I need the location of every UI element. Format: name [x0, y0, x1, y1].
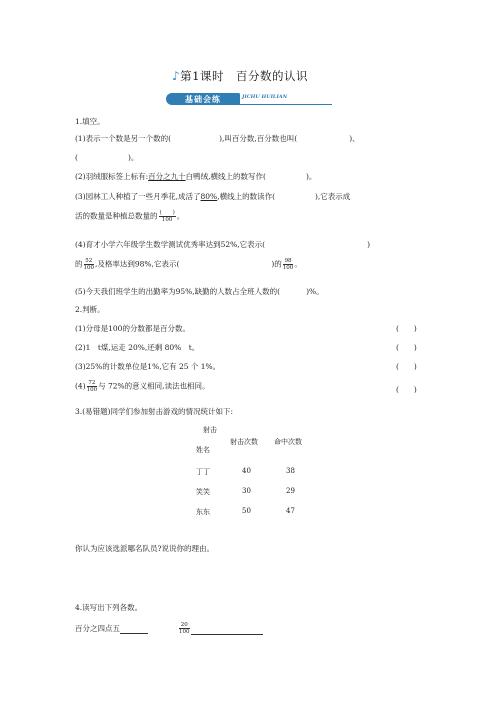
row-hits: 29: [286, 487, 295, 495]
q1-item-1: (1)表示一个数是另一个数的( ),叫百分数,百分数也叫( )、: [75, 134, 360, 143]
fraction: $\frac{( )}{100}$: [159, 210, 175, 223]
q1-item-5: (5)今天我们班学生的出勤率为95%,缺勤的人数占全班人数的( )%。: [75, 287, 324, 296]
answer-line[interactable]: [191, 625, 263, 635]
judge-mark-2[interactable]: ( ): [396, 343, 417, 352]
fraction: $\frac{52}{100}$: [83, 258, 94, 271]
lesson-title-text: 第1课时 百分数的认识: [180, 69, 308, 83]
q1-heading: 1.填空。: [75, 117, 105, 126]
row-shots: 40: [242, 467, 251, 475]
fraction: $\frac{20}{100}$: [179, 622, 190, 635]
header-shots: 射击次数: [230, 438, 258, 446]
banner-label: 基础会练: [166, 93, 240, 105]
row-hits: 47: [286, 507, 295, 515]
judge-mark-3[interactable]: ( ): [396, 362, 417, 371]
judge-item-1: (1)分母是100的分数都是百分数。: [75, 324, 190, 333]
row-hits: 38: [286, 467, 295, 475]
row-name: 丁丁: [196, 468, 210, 476]
corner-top: 射击: [203, 426, 217, 434]
corner-bottom: 姓名: [196, 446, 210, 454]
lesson-title: [172, 68, 308, 84]
q1-item-4: (4)育才小学六年级学生数学测试优秀率达到52%,它表示( ): [75, 240, 371, 249]
judge-mark-1[interactable]: ( ): [396, 324, 417, 333]
q4-item-1: 百分之四点五: [75, 624, 148, 634]
fraction: $\frac{72}{100}$: [86, 380, 98, 393]
row-name: 笑笑: [196, 488, 210, 496]
row-shots: 50: [242, 507, 251, 515]
row-shots: 30: [242, 487, 251, 495]
q3-question: 你认为应该选派哪名队员?说说你的理由。: [75, 544, 215, 553]
banner-rule: [222, 104, 332, 105]
fraction: $\frac{98}{100}$: [282, 258, 294, 271]
q4-heading: 4.读写出下列各数。: [75, 603, 143, 612]
q1-item-3-cont: 活的数量是种植总数量的 $\frac{( )}{100}$ 。: [75, 210, 185, 223]
q1-item-3: (3)园林工人种植了一些月季花,成活了80%,横线上的数读作( ),它表示成: [75, 192, 351, 201]
q3-heading: 3.(易错题)同学们参加射击游戏的情况统计如下:: [75, 407, 234, 416]
header-hits: 命中次数: [274, 438, 302, 446]
judge-item-2: (2)1 t煤,运走 20%,还剩 80% t。: [75, 343, 200, 352]
q1-item-1-cont: ( )。: [75, 153, 139, 162]
judge-item-4: (4) $\frac{72}{100}$ 与 72%的意义相同,读法也相同。: [75, 380, 210, 393]
row-name: 东东: [196, 508, 210, 516]
judge-mark-4[interactable]: ( ): [396, 385, 417, 394]
judge-item-3: (3)25%的计数单位是1%,它有 25 个 1%。: [75, 362, 221, 371]
q4-item-2: [178, 622, 263, 635]
section-banner: [162, 92, 332, 106]
music-note-icon: ♪: [172, 69, 181, 83]
q2-heading: 2.判断。: [75, 305, 105, 314]
answer-line[interactable]: [120, 624, 148, 634]
q1-item-2: (2)羽绒服标签上标有:百分之九十白鸭绒,横线上的数写作( )。: [75, 172, 317, 181]
q1-item-4-cont: 的 $\frac{52}{100}$ ,及格率达到98%,它表示( )的 $\frac{98}{100}$ 。: [75, 258, 302, 271]
shooting-table: [186, 425, 316, 525]
banner-sub: JICHU HUILIAN: [242, 94, 288, 100]
